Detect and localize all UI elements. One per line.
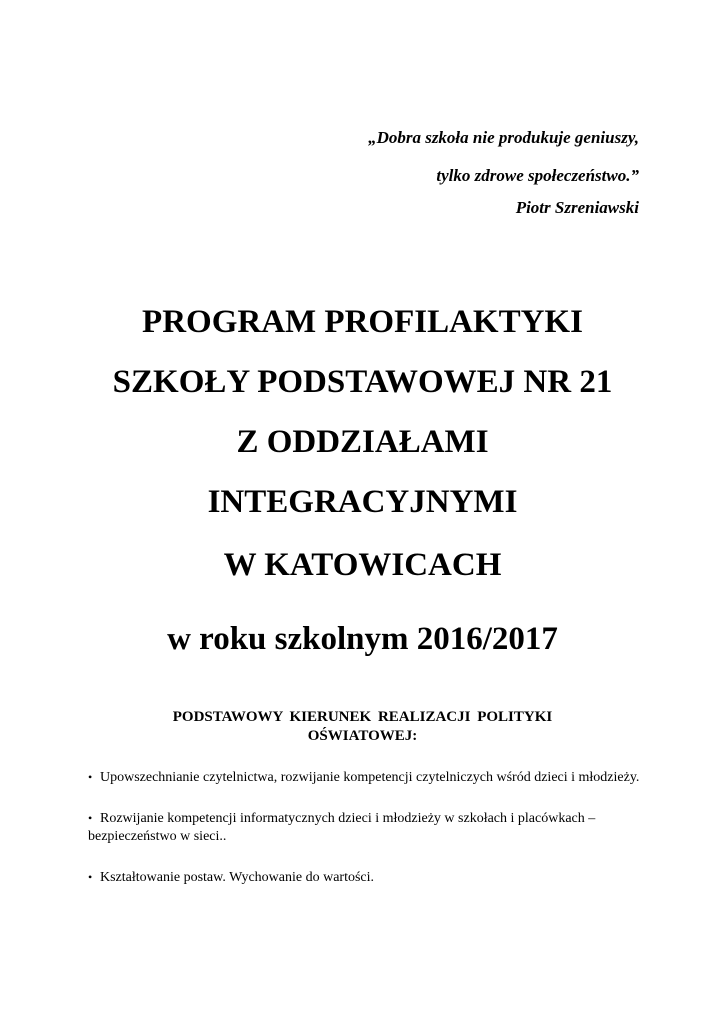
title-line-3: Z ODDZIAŁAMI	[236, 424, 489, 460]
list-item-text: Upowszechnianie czytelnictwa, rozwijanie kompetencji czytelniczych wśród dzieci i młodzieży.	[100, 770, 640, 785]
policy-heading-line-1: PODSTAWOWY KIERUNEK REALIZACJI POLITYKI	[172, 709, 553, 725]
document-title	[0, 292, 725, 532]
policy-direction-list	[88, 768, 648, 909]
list-item	[88, 768, 648, 787]
policy-direction-heading	[110, 708, 615, 746]
title-line-2: SZKOŁY PODSTAWOWEJ NR 21	[112, 364, 613, 400]
bullet-icon: •	[88, 870, 93, 884]
bullet-icon: •	[88, 770, 93, 784]
title-line-4: INTEGRACYJNYMI	[207, 484, 518, 520]
epigraph-author: Piotr Szreniawski	[515, 198, 639, 217]
epigraph-quote	[368, 128, 639, 218]
title-school-year: w roku szkolnym 2016/2017	[167, 621, 558, 657]
list-item-text: Rozwijanie kompetencji informatycznych dzieci i młodzieży w szkołach i placówkach – bezpieczeństwo w sieci..	[88, 811, 596, 844]
title-line-1: PROGRAM PROFILAKTYKI	[142, 304, 583, 340]
list-item	[88, 868, 648, 887]
policy-heading-line-2: OŚWIATOWEJ:	[307, 728, 418, 744]
bullet-icon: •	[88, 811, 93, 825]
list-item	[88, 809, 648, 846]
epigraph-line-2: tylko zdrowe społeczeństwo.”	[436, 166, 639, 185]
list-item-text: Kształtowanie postaw. Wychowanie do wartości.	[100, 870, 375, 885]
title-city: W KATOWICACH	[223, 547, 502, 583]
epigraph-line-1: „Dobra szkoła nie produkuje geniuszy,	[368, 128, 639, 147]
